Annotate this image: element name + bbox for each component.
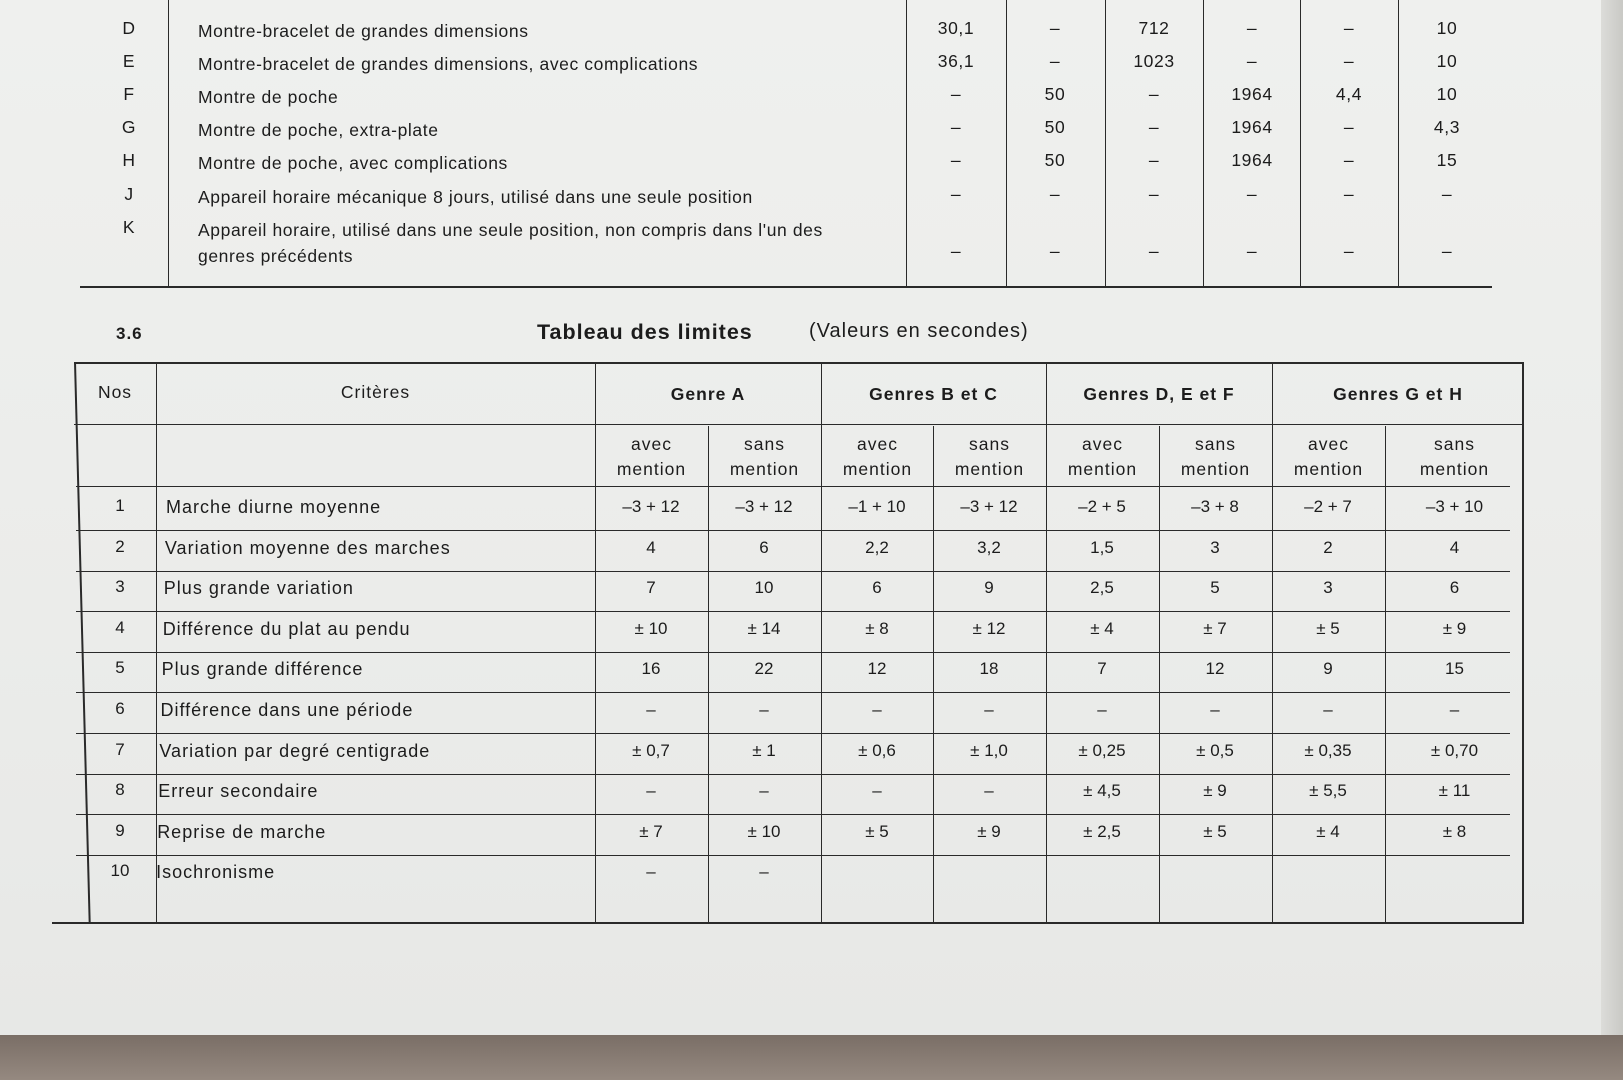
limit-value: ± 5 — [865, 821, 889, 841]
genre-description-line: Montre de poche, avec complications — [198, 153, 508, 173]
limit-value: – — [646, 862, 656, 882]
genre-value: – — [1343, 184, 1355, 204]
limit-value: 2,2 — [865, 537, 889, 557]
genre-description — [198, 150, 998, 176]
subheader-line: mention — [1419, 459, 1490, 479]
genre-value: – — [1246, 51, 1258, 71]
genre-description — [198, 18, 998, 44]
limit-value: 12 — [1205, 659, 1225, 679]
limit-value: 18 — [979, 659, 999, 679]
limit-value: 15 — [1445, 659, 1464, 679]
limit-value: –2 + 7 — [1304, 497, 1352, 516]
genre-description-line: Montre de poche, extra-plate — [198, 120, 439, 140]
genre-value: 10 — [1436, 51, 1458, 71]
row-line — [76, 652, 1510, 653]
header-line — [74, 424, 1524, 425]
row-number: 8 — [115, 780, 125, 800]
limit-value: ± 14 — [747, 618, 781, 638]
limit-value: 9 — [1323, 659, 1333, 679]
subheader-line: mention — [954, 459, 1025, 479]
row-line — [76, 530, 1510, 531]
limit-value: –3 + 12 — [622, 497, 680, 516]
table-row — [52, 695, 1524, 736]
genre-value: – — [1148, 117, 1160, 137]
table-row — [52, 736, 1524, 777]
row-number: 6 — [115, 699, 125, 718]
genre-value: – — [1441, 241, 1453, 261]
limit-value: ± 1 — [752, 740, 776, 760]
limit-value: ± 0,7 — [632, 740, 670, 760]
genre-value: – — [950, 117, 962, 137]
limit-value: – — [1097, 700, 1107, 719]
genre-value: 1964 — [1231, 150, 1273, 170]
genre-value: – — [1049, 184, 1061, 204]
genre-value: 50 — [1044, 117, 1066, 137]
genre-description — [198, 51, 998, 77]
criterion-label: Différence du plat au pendu — [162, 618, 411, 639]
genre-description — [198, 117, 998, 143]
genre-value: – — [950, 84, 962, 104]
genre-value: – — [1148, 184, 1160, 204]
limit-value: 9 — [984, 578, 994, 598]
section-title: Tableau des limites — [537, 320, 753, 344]
section-number: 3.6 — [116, 324, 143, 343]
genre-value: – — [950, 150, 962, 170]
limit-value: – — [759, 862, 769, 882]
limit-value: – — [1449, 700, 1460, 719]
genre-description-line: Appareil horaire mécanique 8 jours, utilisé dans une seule position — [198, 187, 753, 207]
subheader-line: mention — [842, 459, 913, 479]
genre-value: – — [1049, 51, 1061, 71]
group-header-genres-b-c: Genres B et C — [869, 384, 998, 404]
genre-value: 36,1 — [937, 51, 975, 71]
subheader-avec-mention — [1272, 432, 1385, 482]
criterion-label: Erreur secondaire — [158, 781, 319, 802]
limit-value: ± 0,25 — [1078, 740, 1126, 760]
page-edge — [1601, 0, 1623, 1035]
limit-value: ± 4 — [1316, 821, 1340, 841]
genre-value: – — [1148, 150, 1160, 170]
limit-value: ± 12 — [972, 618, 1006, 638]
row-number: 3 — [115, 577, 125, 597]
limit-value: ± 5 — [1316, 618, 1340, 638]
section-subtitle: (Valeurs en secondes) — [809, 320, 1029, 342]
genre-value: – — [1343, 150, 1355, 170]
subheader-sans-mention — [1385, 432, 1524, 482]
subheader-line: mention — [1067, 459, 1138, 479]
row-number: 9 — [115, 820, 125, 840]
subheader-line: sans — [744, 434, 785, 454]
genre-value: – — [1049, 18, 1061, 38]
subheader-line: avec — [1082, 434, 1123, 454]
subheader-line: avec — [631, 434, 672, 454]
limit-value: ± 0,70 — [1430, 740, 1479, 760]
row-number: 10 — [110, 861, 130, 881]
subheader-line: sans — [1434, 434, 1475, 454]
limit-value: 7 — [1097, 659, 1107, 679]
subheader-line: mention — [1180, 459, 1251, 479]
limit-value: ± 0,5 — [1196, 740, 1234, 760]
limit-value: 3 — [1323, 578, 1333, 598]
limit-value: ± 2,5 — [1083, 821, 1121, 841]
limit-value: 16 — [641, 659, 661, 679]
genre-value: 10 — [1436, 18, 1458, 38]
genre-code: K — [122, 217, 136, 237]
limits-table — [52, 362, 1524, 924]
limit-value: ± 7 — [1203, 618, 1227, 638]
genre-value: – — [950, 184, 962, 204]
row-number: 7 — [115, 739, 125, 759]
group-header-genres-g-h: Genres G et H — [1333, 384, 1463, 404]
limit-value: –1 + 10 — [848, 497, 906, 516]
genre-code: H — [122, 150, 136, 170]
genre-value: – — [1343, 18, 1355, 38]
limit-value: ± 11 — [1438, 781, 1471, 801]
limit-value: ± 9 — [1442, 618, 1467, 638]
genre-value: 1964 — [1231, 117, 1273, 137]
limit-value: – — [1210, 700, 1220, 719]
row-number: 2 — [115, 536, 125, 556]
genre-value: 30,1 — [937, 18, 975, 38]
table-row — [52, 654, 1524, 695]
limit-value: –3 + 12 — [960, 497, 1018, 516]
genre-value: 1023 — [1133, 51, 1175, 71]
limit-value: ± 4,5 — [1083, 781, 1121, 801]
criterion-label: Marche diurne moyenne — [166, 497, 382, 517]
criterion-label: Plus grande différence — [161, 659, 364, 680]
limit-value: ± 0,35 — [1304, 740, 1352, 760]
genre-description-line: Montre-bracelet de grandes dimensions, avec complications — [198, 54, 699, 74]
genre-value: 1964 — [1231, 84, 1273, 104]
limit-value: ± 9 — [977, 821, 1001, 841]
row-line — [76, 486, 1510, 487]
limit-value: – — [646, 700, 656, 719]
row-number: 1 — [115, 496, 125, 515]
genre-value: – — [950, 241, 962, 261]
frame-line — [74, 362, 1524, 364]
subheader-line: mention — [1293, 459, 1364, 479]
limit-value: 1,5 — [1090, 537, 1114, 557]
genre-description — [198, 184, 998, 210]
col-header-criteres: Critères — [340, 382, 411, 402]
genre-value: – — [1246, 184, 1258, 204]
genre-value: – — [1343, 241, 1355, 261]
criterion-label: Reprise de marche — [157, 821, 327, 842]
limit-value: ± 8 — [865, 618, 889, 638]
genre-code: G — [121, 117, 137, 137]
genre-table — [80, 0, 1492, 288]
criterion-label: Différence dans une période — [160, 700, 414, 720]
limit-value: – — [1323, 700, 1333, 719]
genre-value: 50 — [1044, 84, 1066, 104]
row-line — [76, 733, 1510, 734]
col-header-nos: Nos — [97, 382, 133, 402]
limit-value: – — [984, 700, 994, 719]
limit-value: 12 — [867, 659, 887, 679]
limit-value: 6 — [872, 578, 882, 598]
genre-value: 50 — [1044, 150, 1066, 170]
limit-value: – — [759, 781, 769, 801]
limit-value: 6 — [1449, 578, 1460, 598]
genre-value: 712 — [1138, 18, 1170, 38]
subheader-sans-mention — [933, 432, 1046, 482]
genre-value: 4,4 — [1335, 84, 1363, 104]
limit-value: 4 — [646, 537, 656, 557]
genre-value: – — [1148, 84, 1160, 104]
row-line — [76, 692, 1510, 693]
subheader-sans-mention — [1159, 432, 1272, 482]
genre-value: – — [1246, 18, 1258, 38]
genre-code: E — [122, 51, 136, 71]
row-number: 4 — [115, 617, 125, 637]
divider — [168, 0, 169, 286]
limit-value: 4 — [1449, 537, 1460, 557]
row-line — [76, 611, 1510, 612]
criterion-label: Variation par degré centigrade — [159, 740, 431, 761]
subheader-line: sans — [1195, 434, 1236, 454]
limit-value: –3 + 10 — [1425, 497, 1484, 516]
row-line — [76, 774, 1510, 775]
genre-value: – — [1148, 241, 1160, 261]
limit-value: ± 5,5 — [1309, 781, 1347, 801]
table-row — [52, 492, 1524, 533]
limit-value: –3 + 8 — [1191, 497, 1239, 516]
limit-value: 10 — [754, 578, 774, 598]
group-header-genre-a: Genre A — [670, 384, 746, 404]
table-row — [52, 857, 1524, 898]
limit-value: 2 — [1323, 537, 1333, 557]
criterion-label: Variation moyenne des marches — [164, 537, 451, 558]
limit-value: 22 — [754, 659, 774, 679]
limit-value: – — [984, 781, 994, 801]
genre-value: – — [1343, 51, 1355, 71]
limit-value: ± 7 — [639, 821, 663, 841]
genre-description — [198, 84, 998, 110]
genre-code: D — [122, 18, 136, 38]
limit-value: 6 — [759, 537, 769, 557]
table-row — [52, 776, 1524, 817]
subheader-avec-mention — [821, 432, 934, 482]
limit-value: ± 5 — [1203, 821, 1227, 841]
genre-value: – — [1246, 241, 1258, 261]
subheader-line: avec — [1308, 434, 1349, 454]
subheader-avec-mention — [1046, 432, 1159, 482]
limit-value: ± 4 — [1090, 618, 1114, 638]
limit-value: –3 + 12 — [735, 497, 793, 516]
limit-value: – — [872, 781, 882, 801]
genre-description-line: Montre-bracelet de grandes dimensions — [198, 21, 529, 41]
limit-value: 5 — [1210, 578, 1220, 598]
table-row — [52, 817, 1524, 858]
limit-value: – — [759, 700, 769, 719]
genre-value: – — [1441, 184, 1453, 204]
limit-value: –2 + 5 — [1078, 497, 1126, 516]
genre-code: J — [124, 184, 134, 204]
table-row — [52, 533, 1524, 574]
genre-value: – — [1343, 117, 1355, 137]
frame-line — [52, 922, 1524, 924]
genre-description-line: genres précédents — [198, 246, 354, 266]
genre-description-line: Appareil horaire, utilisé dans une seule position, non compris dans l'un des — [198, 220, 823, 240]
limit-value: ± 10 — [747, 821, 781, 841]
genre-value: – — [1049, 241, 1061, 261]
table-surface — [0, 1035, 1623, 1080]
row-line — [76, 571, 1510, 572]
limit-value: 7 — [646, 578, 656, 598]
genre-value: 4,3 — [1433, 117, 1461, 137]
subheader-line: mention — [729, 459, 800, 479]
limit-value: – — [646, 781, 656, 801]
criterion-label: Plus grande variation — [163, 578, 354, 599]
row-line — [76, 855, 1510, 856]
subheader-line: sans — [969, 434, 1010, 454]
limit-value: ± 10 — [634, 618, 668, 638]
genre-description-line: Montre de poche — [198, 87, 339, 107]
subheader-line: mention — [616, 459, 687, 479]
limit-value: ± 9 — [1203, 781, 1227, 801]
limit-value: ± 8 — [1442, 821, 1467, 841]
genre-description — [198, 217, 998, 269]
subheader-avec-mention — [595, 432, 708, 482]
genre-code: F — [123, 84, 135, 104]
subheader-sans-mention — [708, 432, 821, 482]
limit-value: ± 1,0 — [970, 740, 1008, 760]
criterion-label: Isochronisme — [156, 862, 276, 883]
row-line — [76, 814, 1510, 815]
row-number: 5 — [115, 658, 125, 678]
genre-value: 10 — [1436, 84, 1458, 104]
table-row — [52, 573, 1524, 614]
limit-value: ± 0,6 — [858, 740, 896, 760]
limit-value: 2,5 — [1090, 578, 1114, 598]
limit-value: – — [872, 700, 882, 719]
genre-value: 15 — [1436, 150, 1458, 170]
table-row — [52, 614, 1524, 655]
limit-value: 3,2 — [977, 537, 1001, 557]
group-header-genres-d-e-f: Genres D, E et F — [1083, 384, 1235, 404]
limit-value: 3 — [1210, 537, 1220, 557]
subheader-line: avec — [857, 434, 898, 454]
